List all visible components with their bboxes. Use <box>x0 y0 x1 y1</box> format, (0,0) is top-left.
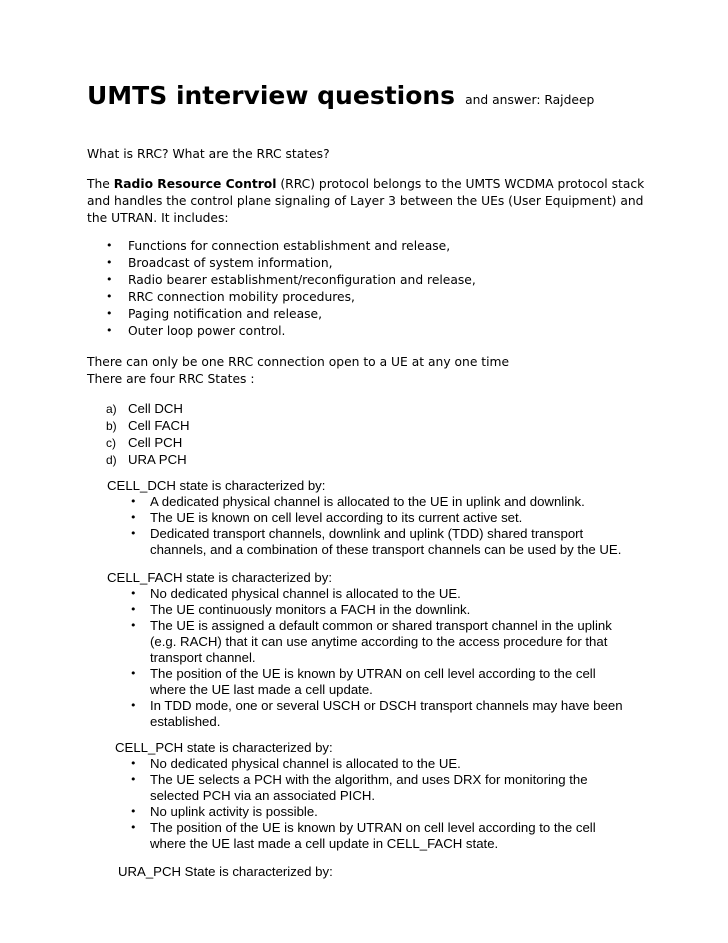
title-sub: and answer: Rajdeep <box>465 93 595 107</box>
section-heading-ura-pch: URA_PCH State is characterized by: <box>118 864 333 879</box>
list-item-continuation: where the UE last made a cell update in CELL_FACH state. <box>150 836 499 851</box>
list-item: The UE is assigned a default common or shared transport channel in the uplink <box>150 618 612 633</box>
intro-pre: The <box>87 177 114 191</box>
list-item: The position of the UE is known by UTRAN on cell level according to the cell <box>150 820 596 835</box>
list-item: Cell DCH <box>128 401 183 416</box>
list-item: The UE is known on cell level according to its current active set. <box>150 510 523 525</box>
list-item: A dedicated physical channel is allocated to the UE in uplink and downlink. <box>150 494 585 509</box>
bullet-icon: • <box>106 256 113 269</box>
bullet-icon: • <box>130 699 137 712</box>
list-item: Paging notification and release, <box>128 307 322 321</box>
list-item: URA PCH <box>128 452 187 467</box>
intro-line-3: the UTRAN. It includes: <box>87 211 229 225</box>
bullet-icon: • <box>130 527 137 540</box>
list-item-continuation: established. <box>150 714 221 729</box>
bullet-icon: • <box>106 307 113 320</box>
list-item: In TDD mode, one or several USCH or DSCH transport channels may have been <box>150 698 623 713</box>
list-item: No dedicated physical channel is allocated to the UE. <box>150 756 461 771</box>
bullet-icon: • <box>130 495 137 508</box>
list-item-continuation: (e.g. RACH) that it can use anytime according to the access procedure for that <box>150 634 608 649</box>
intro-bold-term: Radio Resource Control <box>113 177 277 191</box>
section-heading: CELL_DCH state is characterized by: <box>107 478 326 493</box>
list-item: Outer loop power control. <box>128 324 286 338</box>
list-item: Cell PCH <box>128 435 183 450</box>
bullet-icon: • <box>106 273 113 286</box>
bullet-icon: • <box>130 603 137 616</box>
list-item: The position of the UE is known by UTRAN on cell level according to the cell <box>150 666 596 681</box>
statement-one-connection: There can only be one RRC connection open to a UE at any one time <box>87 355 510 369</box>
list-item: RRC connection mobility procedures, <box>128 290 355 304</box>
list-item-continuation: channels, and a combination of these transport channels can be used by the UE. <box>150 542 622 557</box>
bullet-icon: • <box>130 773 137 786</box>
list-item: Dedicated transport channels, downlink and uplink (TDD) shared transport <box>150 526 584 541</box>
list-item-continuation: where the UE last made a cell update. <box>150 682 373 697</box>
bullet-icon: • <box>130 667 137 680</box>
list-marker: c) <box>106 436 116 450</box>
list-marker: a) <box>106 402 117 416</box>
list-item-continuation: transport channel. <box>150 650 256 665</box>
list-item: No dedicated physical channel is allocated to the UE. <box>150 586 461 601</box>
list-item: The UE continuously monitors a FACH in the downlink. <box>150 602 471 617</box>
intro-post: (RRC) protocol belongs to the UMTS WCDMA protocol stack <box>276 177 645 191</box>
bullet-icon: • <box>106 290 113 303</box>
list-marker: d) <box>106 453 117 467</box>
bullet-icon: • <box>130 821 137 834</box>
bullet-icon: • <box>130 511 137 524</box>
list-item: No uplink activity is possible. <box>150 804 318 819</box>
bullet-icon: • <box>130 805 137 818</box>
list-marker: b) <box>106 419 117 433</box>
bullet-icon: • <box>106 324 113 337</box>
list-item: Cell FACH <box>128 418 190 433</box>
section-heading: CELL_PCH state is characterized by: <box>115 740 333 755</box>
intro-line-1 <box>87 176 644 192</box>
document-title <box>87 81 594 111</box>
bullet-icon: • <box>130 587 137 600</box>
list-item: The UE selects a PCH with the algorithm, and uses DRX for monitoring the <box>150 772 588 787</box>
title-main: UMTS interview questions <box>87 81 456 110</box>
intro-line-2: and handles the control plane signaling of Layer 3 between the UEs (User Equipment) and <box>87 194 644 208</box>
bullet-icon: • <box>130 757 137 770</box>
question: What is RRC? What are the RRC states? <box>87 147 330 161</box>
section-heading: CELL_FACH state is characterized by: <box>107 570 333 585</box>
bullet-icon: • <box>106 239 113 252</box>
bullet-icon: • <box>130 619 137 632</box>
list-item: Broadcast of system information, <box>128 256 333 270</box>
list-item: Radio bearer establishment/reconfiguration and release, <box>128 273 476 287</box>
list-item-continuation: selected PCH via an associated PICH. <box>150 788 376 803</box>
list-item: Functions for connection establishment and release, <box>128 239 451 253</box>
statement-four-states: There are four RRC States : <box>87 372 255 386</box>
